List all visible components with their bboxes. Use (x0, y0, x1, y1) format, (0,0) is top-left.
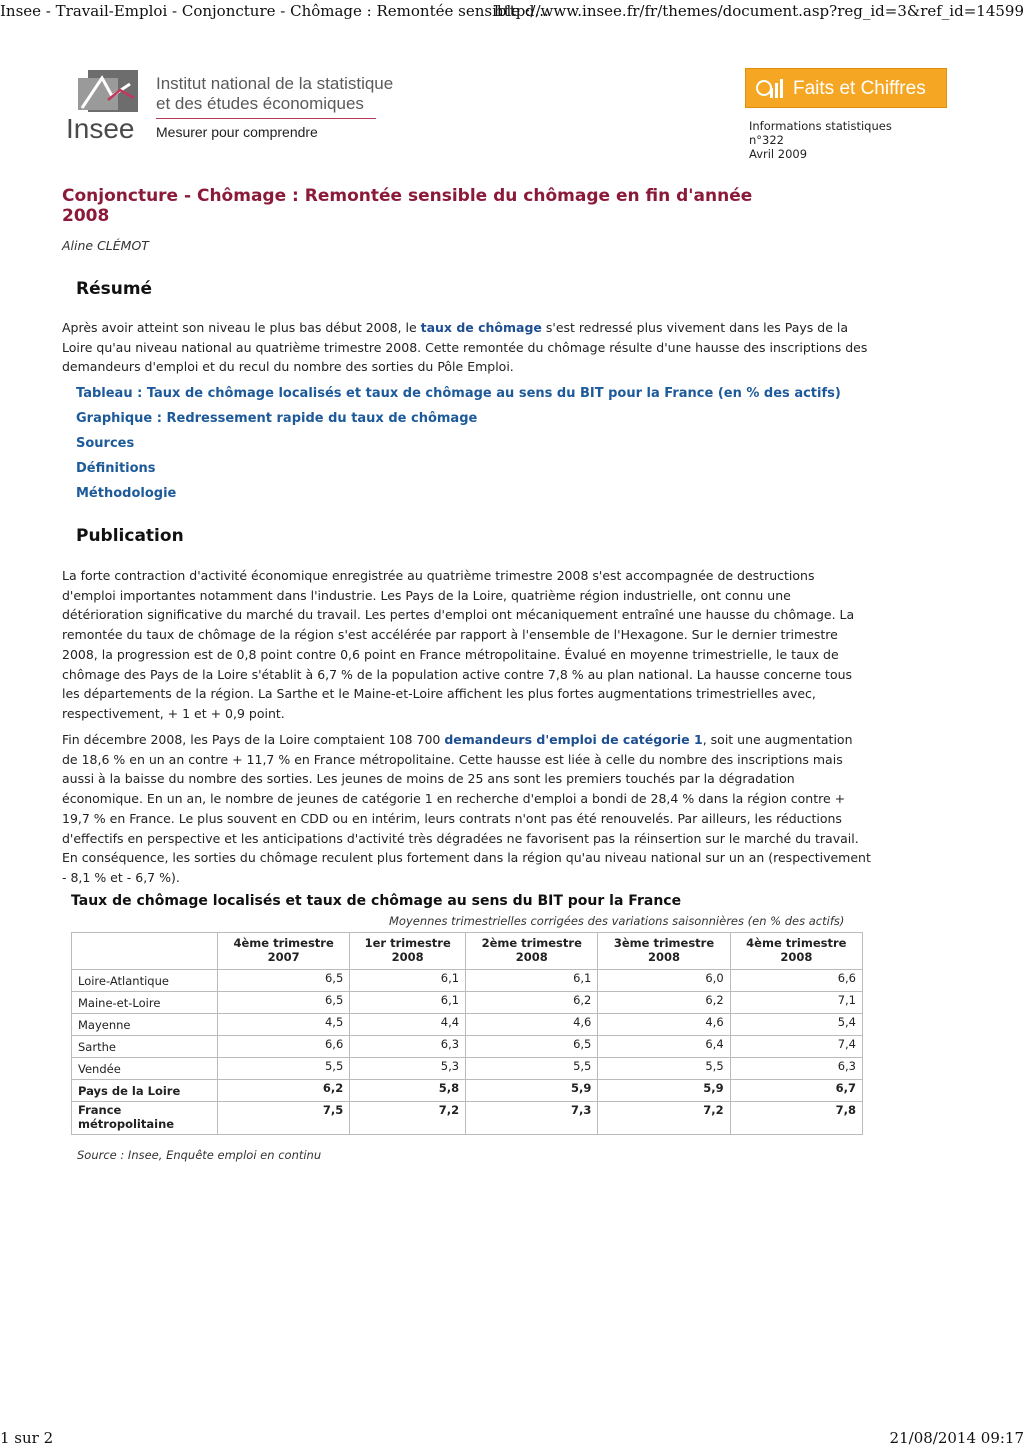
table-cell: 6,0 (598, 970, 730, 992)
column-header-line1: 4ème trimestre (233, 936, 334, 950)
publication-series: Informations statistiques (749, 119, 892, 133)
publication-paragraph-1: La forte contraction d'activité économique enregistrée au quatrième trimestre 2008 s'est accompagnée de destructions d'emploi importantes notamment dans l'industrie. Les Pays de la Loire, quatrième région industrielle, ont connu une détérioration significative du marché du travail. Les pertes d'emploi ont mécaniquement entraîné une hausse du chômage. La remontée du taux de chômage de la région s'est accélérée par rapport à l'ensemble de l'Hexagone. Sur le dernier trimestre 2008, la progression est de 0,8 point contre 0,6 point en France métropolitaine. Évalué en moyenne trimestrielle, le taux de chômage des Pays de la Loire s'établit à 6,7 % de la population active contre 7,8 % au plan national. La hausse concerne tous les départements de la région. La Sarthe et le Maine-et-Loire affichent les plus fortes augmentations trimestrielles avec, respectivement, + 1 et + 0,9 point. (62, 568, 855, 721)
column-header (598, 933, 730, 970)
table-cell: 7,5 (218, 1102, 350, 1135)
table-cell: 6,3 (350, 1036, 466, 1058)
publication-paragraph-2 (62, 730, 872, 888)
column-header-line2: 2008 (780, 950, 813, 964)
table-cell: 5,5 (598, 1058, 730, 1080)
insee-logo[interactable] (64, 68, 424, 148)
table-cell: 6,5 (218, 970, 350, 992)
row-label: Pays de la Loire (72, 1080, 218, 1102)
page-title: Conjoncture - Chômage : Remontée sensible du chômage en fin d'année 2008 (62, 186, 753, 226)
table-row (72, 1036, 863, 1058)
row-label: Maine-et-Loire (72, 992, 218, 1014)
para2-text-end: , soit une augmentation de 18,6 % en un an contre + 11,7 % en France métropolitaine. Cette hausse est liée à celle du nombre des inscriptions mais aussi à la baisse du nombre des sorties. Les jeunes de moins de 25 ans sont les premiers touchés par la dégradation économique. En un an, le nombre de jeunes de catégorie 1 en recherche d'emploi a bondi de 28,4 % dans la région contre + 19,7 % en France. Le plus souvent en CDD ou en intérim, leurs contrats n'ont pas été renouvelés. Par ailleurs, les réductions d'effectifs en perspective et les anticipations d'activité très dégradées ne favorisent pas la réinsertion sur le marché du travail. En conséquence, les sorties du chômage reculent plus fortement dans la région qu'au niveau national sur un an (respectivement - 8,1 % et - 6,7 %). (62, 732, 871, 885)
row-label: Mayenne (72, 1014, 218, 1036)
column-header (218, 933, 350, 970)
print-timestamp: 21/08/2014 09:17 (889, 1429, 1024, 1447)
print-footer (0, 1428, 1024, 1450)
table-cell: 7,4 (730, 1036, 862, 1058)
table-row (72, 992, 863, 1014)
table-header-corner (72, 933, 218, 970)
demandeurs-emploi-link[interactable]: demandeurs d'emploi de catégorie 1 (444, 732, 703, 747)
resume-text-end: s'est redressé plus vivement dans les Pays de la Loire qu'au niveau national au quatrième trimestre 2008. Cette remontée du chômage résulte d'une hausse des inscriptions des demandeurs d'emploi et du recul du nombre des sorties du Pôle Emploi. (62, 320, 868, 375)
unemployment-table (71, 932, 863, 1135)
column-header (730, 933, 862, 970)
table-cell: 5,5 (466, 1058, 598, 1080)
print-header (0, 0, 1024, 22)
table-row (72, 970, 863, 992)
table-row-france-total (72, 1102, 863, 1135)
resume-paragraph (62, 318, 872, 377)
table-cell: 7,8 (730, 1102, 862, 1135)
column-header-line1: 1er trimestre (364, 936, 451, 950)
table-cell: 6,5 (218, 992, 350, 1014)
resume-heading: Résumé (76, 279, 153, 299)
table-cell: 7,3 (466, 1102, 598, 1135)
toc-link-graphique[interactable]: Graphique : Redressement rapide du taux de chômage (76, 411, 478, 426)
logo-divider (156, 118, 376, 119)
faits-et-chiffres-badge[interactable] (745, 68, 947, 108)
column-header-line2: 2008 (391, 950, 424, 964)
contents-links (76, 386, 841, 511)
institution-name-line1: Institut national de la statistique (156, 74, 394, 93)
table-cell: 6,2 (598, 992, 730, 1014)
publication-info (749, 119, 892, 161)
table-cell: 6,1 (350, 970, 466, 992)
insee-emblem-icon (68, 68, 140, 118)
table-row-region-total (72, 1080, 863, 1102)
table-cell: 6,1 (350, 992, 466, 1014)
column-header-line1: 2ème trimestre (481, 936, 582, 950)
print-header-url: http://www.insee.fr/fr/themes/document.asp?reg_id=3&ref_id=14599 (494, 2, 1024, 20)
table-cell: 6,4 (598, 1036, 730, 1058)
table-cell: 6,5 (466, 1036, 598, 1058)
column-header-line1: 3ème trimestre (613, 936, 715, 950)
column-header-line2: 2008 (648, 950, 681, 964)
para2-text-start: Fin décembre 2008, les Pays de la Loire comptaient 108 700 (62, 732, 445, 747)
table-cell: 5,5 (218, 1058, 350, 1080)
table-cell: 7,1 (730, 992, 862, 1014)
page-counter: 1 sur 2 (0, 1429, 54, 1447)
table-cell: 5,8 (350, 1080, 466, 1102)
print-header-title: Insee - Travail-Emploi - Conjoncture - Chômage : Remontée sensible d... (0, 2, 549, 20)
table-cell: 6,6 (218, 1036, 350, 1058)
table-header-row (72, 933, 863, 970)
toc-link-sources[interactable]: Sources (76, 436, 135, 451)
publication-heading: Publication (76, 526, 184, 546)
toc-link-methodologie[interactable]: Méthodologie (76, 486, 177, 501)
table-cell: 5,9 (598, 1080, 730, 1102)
toc-link-tableau[interactable]: Tableau : Taux de chômage localisés et taux de chômage au sens du BIT pour la France (en % des actifs) (76, 386, 841, 401)
column-header-line2: 2007 (267, 950, 300, 964)
institution-name-line2: et des études économiques (156, 94, 364, 113)
column-header (466, 933, 598, 970)
table-cell: 6,3 (730, 1058, 862, 1080)
toc-link-definitions[interactable]: Définitions (76, 461, 156, 476)
row-label: Loire-Atlantique (72, 970, 218, 992)
table-cell: 4,6 (598, 1014, 730, 1036)
table-cell: 6,6 (730, 970, 862, 992)
table-cell: 6,1 (466, 970, 598, 992)
resume-text-start: Après avoir atteint son niveau le plus bas début 2008, le (62, 320, 421, 335)
column-header-line2: 2008 (515, 950, 548, 964)
publication-date: Avril 2009 (749, 147, 808, 161)
table-source: Source : Insee, Enquête emploi en continu (77, 1148, 322, 1162)
column-header-line1: 4ème trimestre (746, 936, 847, 950)
badge-label: Faits et Chiffres (793, 78, 926, 99)
table-cell: 7,2 (598, 1102, 730, 1135)
author: Aline CLÉMOT (62, 238, 149, 253)
table-cell: 7,2 (350, 1102, 466, 1135)
column-header (350, 933, 466, 970)
table-row (72, 1014, 863, 1036)
table-cell: 6,7 (730, 1080, 862, 1102)
table-row (72, 1058, 863, 1080)
table-cell: 4,5 (218, 1014, 350, 1036)
table-cell: 6,2 (218, 1080, 350, 1102)
row-label: Sarthe (72, 1036, 218, 1058)
table-subtitle: Moyennes trimestrielles corrigées des variations saisonnières (en % des actifs) (389, 914, 845, 928)
logo-wordmark: Insee (66, 113, 135, 144)
publication-number: n°322 (749, 133, 784, 147)
table-title: Taux de chômage localisés et taux de chômage au sens du BIT pour la France (71, 893, 682, 909)
row-label: France métropolitaine (72, 1102, 218, 1135)
taux-de-chomage-link[interactable]: taux de chômage (420, 320, 542, 335)
table-cell: 4,6 (466, 1014, 598, 1036)
stats-chart-icon (756, 76, 784, 100)
table-cell: 5,3 (350, 1058, 466, 1080)
table-cell: 6,2 (466, 992, 598, 1014)
table-cell: 5,4 (730, 1014, 862, 1036)
logo-tagline: Mesurer pour comprendre (156, 124, 318, 140)
row-label: Vendée (72, 1058, 218, 1080)
table-cell: 4,4 (350, 1014, 466, 1036)
table-cell: 5,9 (466, 1080, 598, 1102)
